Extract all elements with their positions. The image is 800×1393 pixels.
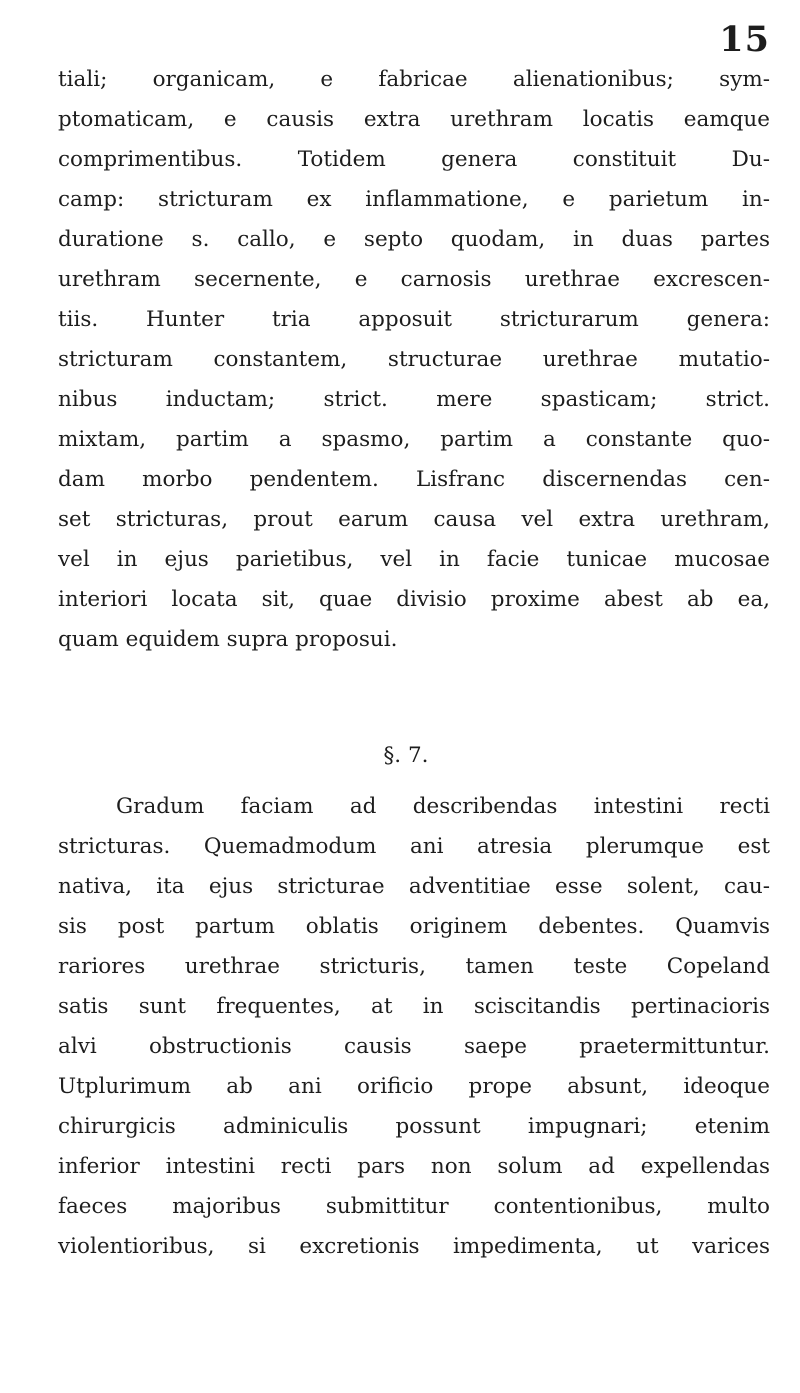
text-line: faeces majoribus submittitur contentionibus, multo bbox=[58, 1194, 770, 1219]
text-line: vel in ejus parietibus, vel in facie tunicae mucosae bbox=[58, 547, 770, 572]
text-line: urethram secernente, e carnosis urethrae excrescen- bbox=[58, 267, 770, 292]
text-line: violentioribus, si excretionis impedimenta, ut varices bbox=[58, 1234, 770, 1259]
text-line: nibus inductam; strict. mere spasticam; strict. bbox=[58, 387, 770, 412]
text-line: ptomaticam, e causis extra urethram locatis eamque bbox=[58, 107, 770, 132]
text-line: quam equidem supra proposui. bbox=[58, 627, 398, 652]
text-line: stricturam constantem, structurae urethrae mutatio- bbox=[58, 347, 770, 372]
text-line: camp: stricturam ex inflammatione, e parietum in- bbox=[58, 187, 770, 212]
text-line: Utplurimum ab ani orificio prope absunt, ideoque bbox=[58, 1074, 770, 1099]
text-line: comprimentibus. Totidem genera constituit Du- bbox=[58, 147, 770, 172]
text-line: inferior intestini recti pars non solum ad expellendas bbox=[58, 1154, 770, 1179]
text-line: alvi obstructionis causis saepe praetermittuntur. bbox=[58, 1034, 770, 1059]
text-line: satis sunt frequentes, at in sciscitandis pertinacioris bbox=[58, 994, 770, 1019]
text-line: chirurgicis adminiculis possunt impugnari; etenim bbox=[58, 1114, 770, 1139]
text-line: set stricturas, prout earum causa vel extra urethram, bbox=[58, 507, 770, 532]
text-line: mixtam, partim a spasmo, partim a constante quo- bbox=[58, 427, 770, 452]
text-line: tiis. Hunter tria apposuit stricturarum genera: bbox=[58, 307, 770, 332]
text-line: tiali; organicam, e fabricae alienationibus; sym- bbox=[58, 67, 770, 92]
text-line: sis post partum oblatis originem debentes. Quamvis bbox=[58, 914, 770, 939]
text-line: stricturas. Quemadmodum ani atresia plerumque est bbox=[58, 834, 770, 859]
text-line: dam morbo pendentem. Lisfranc discernendas cen- bbox=[58, 467, 770, 492]
text-line: duratione s. callo, e septo quodam, in duas partes bbox=[58, 227, 770, 252]
text-line: rariores urethrae stricturis, tamen teste Copeland bbox=[58, 954, 770, 979]
page-number: 15 bbox=[719, 19, 770, 60]
section-heading: §. 7. bbox=[383, 743, 429, 768]
text-line: interiori locata sit, quae divisio proxime abest ab ea, bbox=[58, 587, 770, 612]
text-line: Gradum faciam ad describendas intestini recti bbox=[116, 794, 770, 819]
text-line: nativa, ita ejus stricturae adventitiae esse solent, cau- bbox=[58, 874, 770, 899]
